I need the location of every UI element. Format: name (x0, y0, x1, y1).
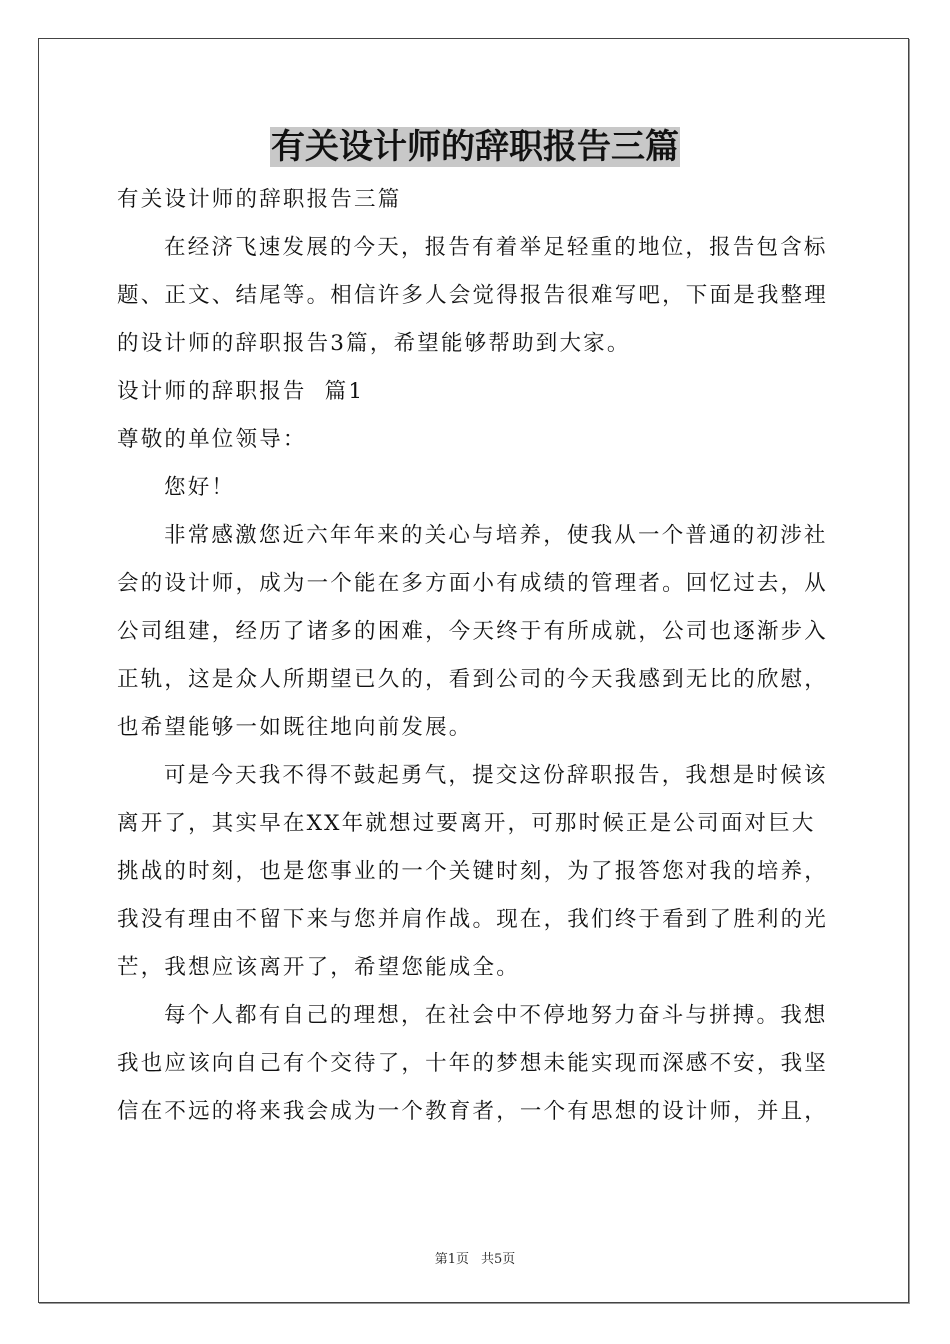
paragraph1-line-1: 非常感激您近六年年来的关心与培养，使我从一个普通的初涉社 (164, 523, 828, 548)
paragraph1-line-4: 正轨，这是众人所期望已久的，看到公司的今天我感到无比的欣慰， (117, 667, 829, 692)
intro-line-3: 的设计师的辞职报告3篇，希望能够帮助到大家。 (117, 331, 631, 356)
current-page-label: 第1页 (434, 1252, 469, 1267)
paragraph2-line-4: 我没有理由不留下来与您并肩作战。现在，我们终于看到了胜利的光 (117, 907, 829, 932)
greeting: 您好！ (164, 475, 236, 500)
paragraph1-line-3: 公司组建，经历了诸多的困难，今天终于有所成就，公司也逐渐步入 (117, 619, 829, 644)
section-heading: 设计师的辞职报告 篇1 (117, 379, 365, 404)
paragraph2-line-1: 可是今天我不得不鼓起勇气，提交这份辞职报告，我想是时候该 (164, 763, 828, 788)
intro-line-1: 在经济飞速发展的今天，报告有着举足轻重的地位，报告包含标 (164, 235, 828, 260)
document-body (117, 182, 833, 1142)
paragraph3-line-3: 信在不远的将来我会成为一个教育者，一个有思想的设计师，并且， (117, 1099, 829, 1124)
salutation: 尊敬的单位领导： (117, 427, 307, 452)
paragraph1-line-5: 也希望能够一如既往地向前发展。 (117, 715, 473, 740)
paragraph1-line-2: 会的设计师，成为一个能在多方面小有成绩的管理者。回忆过去，从 (117, 571, 829, 596)
paragraph2-line-3: 挑战的时刻，也是您事业的一个关键时刻，为了报答您对我的培养， (117, 859, 829, 884)
total-pages-label: 共5页 (481, 1252, 516, 1267)
document-title (0, 127, 950, 167)
document-title-text: 有关设计师的辞职报告三篇 (271, 127, 679, 167)
subtitle: 有关设计师的辞职报告三篇 (117, 187, 402, 212)
paragraph2-line-2: 离开了，其实早在XX年就想过要离开，可那时候正是公司面对巨大 (117, 811, 816, 836)
paragraph3-line-1: 每个人都有自己的理想，在社会中不停地努力奋斗与拼搏。我想 (164, 1003, 828, 1028)
page-footer (0, 1248, 950, 1267)
paragraph3-line-2: 我也应该向自己有个交待了，十年的梦想未能实现而深感不安，我坚 (117, 1051, 829, 1076)
paragraph2-line-5: 芒，我想应该离开了，希望您能成全。 (117, 955, 520, 980)
intro-line-2: 题、正文、结尾等。相信许多人会觉得报告很难写吧，下面是我整理 (117, 283, 829, 308)
